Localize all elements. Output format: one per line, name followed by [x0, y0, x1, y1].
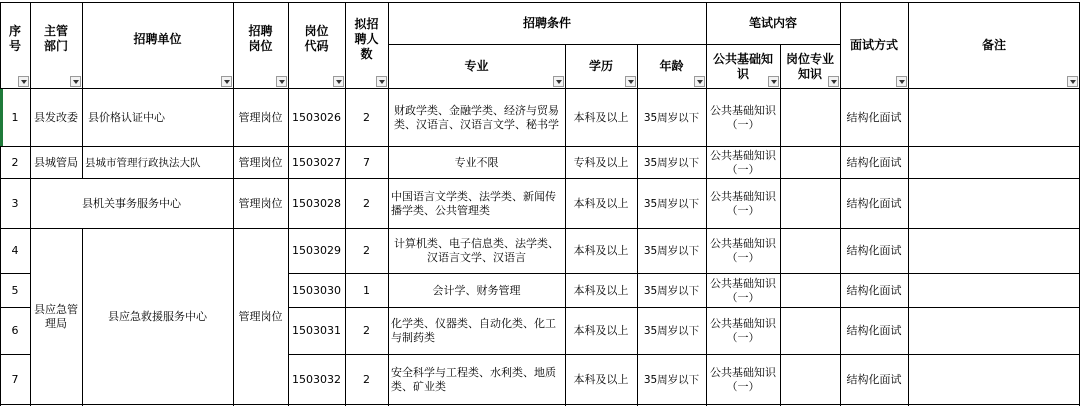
- row1-public-knowledge: 公共基础知识（一）: [710, 103, 776, 131]
- filter-dropdown-education[interactable]: [625, 76, 636, 87]
- row5-interview: 结构化面试: [846, 283, 902, 297]
- row5-education: 本科及以上: [573, 283, 629, 297]
- header-unit: 招聘单位: [133, 31, 182, 46]
- row2-position: 管理岗位: [238, 155, 283, 169]
- header-written: 笔试内容: [748, 16, 797, 30]
- header-conditions: 招聘条件: [522, 16, 571, 30]
- row4-code: 1503029: [292, 244, 341, 257]
- filter-dropdown-remarks[interactable]: [1067, 76, 1078, 87]
- row4-interview: 结构化面试: [846, 244, 902, 257]
- row6-interview: 结构化面试: [846, 324, 902, 337]
- emergency-unit: 县应急救援服务中心: [108, 309, 207, 323]
- row2-education: 专科及以上: [573, 155, 629, 169]
- row7-education: 本科及以上: [573, 372, 629, 386]
- header-code: 岗位 代码: [304, 24, 329, 53]
- row2-dept: 县城管局: [34, 155, 78, 169]
- row2-interview: 结构化面试: [846, 155, 902, 169]
- header-major: 专业: [464, 59, 489, 73]
- header-remarks: 备注: [981, 38, 1006, 52]
- row6-code: 1503031: [292, 324, 341, 337]
- row1-interview: 结构化面试: [846, 110, 902, 124]
- row4-age: 35周岁以下: [643, 245, 700, 257]
- header-position-knowledge: 岗位专业 知识: [785, 51, 834, 81]
- row1-age: 35周岁以下: [643, 111, 700, 124]
- row5-count: 1: [363, 283, 370, 297]
- row3-unit: 县机关事务服务中心: [82, 196, 181, 210]
- row6-seq: 6: [11, 324, 19, 337]
- row7-public-knowledge: 公共基础知识（一）: [710, 365, 776, 393]
- row2-seq: 2: [11, 155, 19, 169]
- filter-dropdown-major[interactable]: [553, 76, 564, 87]
- row3-seq: 3: [11, 196, 19, 210]
- row1-code: 1503026: [292, 110, 341, 124]
- row1-dept: 县发改委: [34, 110, 78, 124]
- row1-major: 财政学类、金融学类、经济与贸易类、汉语言、汉语言文学、秘书学: [394, 103, 559, 131]
- row7-count: 2: [363, 372, 370, 386]
- row2-unit: 县城市管理行政执法大队: [85, 156, 201, 169]
- row7-major: 安全科学与工程类、水利类、地质类、矿业类: [391, 365, 556, 393]
- row6-public-knowledge: 公共基础知识（一）: [710, 317, 776, 344]
- header-education: 学历: [588, 59, 613, 73]
- header-interview: 面试方式: [849, 38, 898, 52]
- row3-education: 本科及以上: [573, 196, 629, 210]
- row2-public-knowledge: 公共基础知识（一）: [710, 148, 776, 176]
- row3-interview: 结构化面试: [846, 196, 902, 210]
- header-age: 年龄: [659, 59, 684, 73]
- row5-code: 1503030: [292, 283, 341, 297]
- row4-education: 本科及以上: [573, 244, 629, 257]
- row4-major: 计算机类、电子信息类、法学类、汉语言文学、汉语言: [394, 237, 559, 264]
- header-seq: 序 号: [8, 24, 21, 53]
- row2-count: 7: [363, 155, 370, 169]
- row3-code: 1503028: [292, 196, 341, 210]
- row1-seq: 1: [11, 110, 19, 124]
- row5-age: 35周岁以下: [643, 284, 700, 297]
- emergency-position: 管理岗位: [238, 309, 283, 323]
- header-dept: 主管 部门: [43, 24, 68, 53]
- row1-education: 本科及以上: [573, 110, 629, 124]
- row4-seq: 4: [11, 244, 19, 257]
- row4-count: 2: [363, 244, 370, 257]
- row5-public-knowledge: 公共基础知识（一）: [710, 276, 776, 304]
- row3-major: 中国语言文学类、法学类、新闻传播学类、公共管理类: [391, 189, 556, 217]
- row2-code: 1503027: [292, 155, 341, 169]
- filter-dropdown-seq[interactable]: [18, 76, 29, 87]
- row4-public-knowledge: 公共基础知识（一）: [710, 237, 776, 264]
- header-position: 招聘 岗位: [248, 24, 273, 53]
- filter-dropdown-interview[interactable]: [896, 76, 907, 87]
- row1-count: 2: [363, 110, 370, 124]
- row3-count: 2: [363, 196, 370, 210]
- header-public-knowledge: 公共基础知 识: [712, 51, 773, 81]
- row6-age: 35周岁以下: [643, 325, 700, 337]
- row3-public-knowledge: 公共基础知识（一）: [710, 189, 776, 217]
- row7-seq: 7: [11, 372, 19, 386]
- row6-major: 化学类、仪器类、自动化类、化工与制药类: [391, 317, 556, 344]
- filter-dropdown-public-knowledge[interactable]: [768, 76, 779, 87]
- row7-interview: 结构化面试: [846, 372, 902, 386]
- row5-major: 会计学、财务管理: [432, 283, 521, 297]
- row5-seq: 5: [11, 283, 19, 297]
- row1-position: 管理岗位: [238, 110, 283, 124]
- filter-dropdown-age[interactable]: [694, 76, 705, 87]
- filter-dropdown-dept[interactable]: [70, 76, 81, 87]
- filter-dropdown-count[interactable]: [376, 76, 387, 87]
- header-count: 拟招 聘人 数: [354, 16, 379, 61]
- emergency-dept: 县应急管理局: [34, 302, 78, 330]
- row2-age: 35周岁以下: [643, 156, 700, 169]
- row7-code: 1503032: [292, 372, 341, 386]
- row1-unit: 县价格认证中心: [88, 110, 165, 124]
- row3-position: 管理岗位: [238, 196, 283, 210]
- filter-dropdown-position[interactable]: [276, 76, 287, 87]
- filter-dropdown-unit[interactable]: [221, 76, 232, 87]
- row3-age: 35周岁以下: [643, 197, 700, 210]
- row2-major: 专业不限: [454, 155, 499, 169]
- row6-education: 本科及以上: [573, 324, 629, 337]
- filter-dropdown-position-knowledge[interactable]: [828, 76, 839, 87]
- filter-dropdown-code[interactable]: [333, 76, 344, 87]
- row7-age: 35周岁以下: [643, 373, 700, 386]
- row6-count: 2: [363, 324, 370, 337]
